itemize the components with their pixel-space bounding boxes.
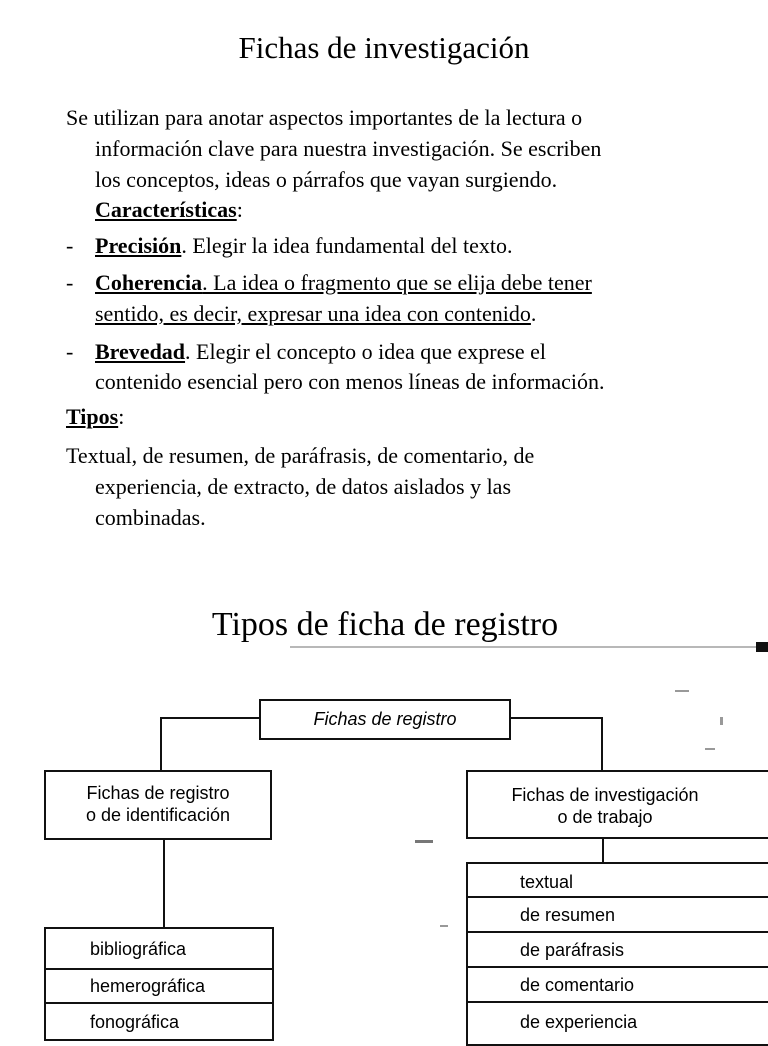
list-item: hemerográfica — [46, 970, 272, 1004]
bullet-dash-2: - — [66, 270, 74, 295]
bullet-text: . La idea o fragmento que se elija debe tener — [202, 270, 592, 295]
bullet-dash-1: - — [66, 233, 74, 258]
diagram-left-box — [44, 770, 272, 840]
scan-artifact-speck — [720, 717, 723, 725]
intro-line-1: Se utilizan para anotar aspectos importantes de la lectura o — [66, 105, 583, 130]
bullet-coherence — [95, 267, 592, 298]
list-item: fonográfica — [90, 1012, 180, 1032]
list-item: de resumen — [468, 898, 768, 933]
connector-line — [163, 838, 165, 927]
types-line-3: combinadas. — [95, 505, 206, 530]
diagram-right-box — [466, 770, 768, 839]
characteristics-colon: : — [236, 197, 243, 222]
characteristics-heading-row — [95, 194, 243, 225]
list-item: de paráfrasis — [468, 933, 768, 968]
scan-artifact-speck — [675, 690, 689, 692]
bullet-coherence-line-2 — [95, 298, 536, 329]
bullet-precision — [95, 230, 512, 261]
scan-artifact-speck — [440, 925, 448, 927]
list-item: textual — [468, 864, 768, 898]
bullet-term: Coherencia — [95, 270, 203, 295]
diagram-root-label: Fichas de registro — [313, 709, 457, 729]
connector-line — [601, 717, 603, 770]
scan-artifact-mark — [756, 642, 768, 652]
scan-artifact-speck — [415, 840, 433, 843]
bullet-term: Brevedad — [95, 339, 186, 364]
bullet-brevity — [95, 336, 546, 367]
bullet-text: sentido, es decir, expresar una idea con contenido — [95, 301, 531, 326]
list-item: de experiencia — [520, 1012, 638, 1032]
list-item: de comentario — [468, 968, 768, 1003]
characteristics-heading: Características — [95, 197, 237, 222]
section-subtitle: Tipos de ficha de registro — [211, 606, 559, 643]
connector-line — [160, 717, 259, 719]
diagram-right-line-1: Fichas de investigación — [511, 785, 699, 805]
types-line-2: experiencia, de extracto, de datos aislados y las — [95, 474, 512, 499]
bullet-dash-3: - — [66, 339, 74, 364]
scan-artifact-speck — [705, 748, 715, 750]
bullet-text: . Elegir el concepto o idea que exprese el — [185, 339, 547, 364]
diagram-root-box — [259, 699, 511, 740]
bullet-text: . Elegir la idea fundamental del texto. — [181, 233, 513, 258]
types-heading-row — [66, 401, 124, 432]
bullet-term: Precisión — [95, 233, 182, 258]
intro-line-3: los conceptos, ideas o párrafos que vayan surgiendo. — [95, 167, 558, 192]
scan-artifact-line — [290, 646, 760, 648]
bullet-text-end: . — [530, 301, 537, 326]
types-line-1: Textual, de resumen, de paráfrasis, de comentario, de — [66, 443, 535, 468]
diagram-right-list — [466, 862, 768, 1046]
diagram-right-line-2: o de trabajo — [557, 807, 653, 827]
types-heading: Tipos — [66, 404, 119, 429]
diagram-left-line-2: o de identificación — [85, 805, 231, 825]
connector-line — [160, 717, 162, 770]
diagram-left-line-1: Fichas de registro — [86, 783, 230, 803]
intro-line-2: información clave para nuestra investigación. Se escriben — [95, 136, 602, 161]
types-colon: : — [118, 404, 125, 429]
page-title: Fichas de investigación — [238, 30, 530, 65]
list-item: bibliográfica — [46, 929, 272, 970]
connector-line — [602, 837, 604, 862]
bullet-brevity-line-2: contenido esencial pero con menos líneas de información. — [95, 369, 605, 394]
connector-line — [509, 717, 603, 719]
